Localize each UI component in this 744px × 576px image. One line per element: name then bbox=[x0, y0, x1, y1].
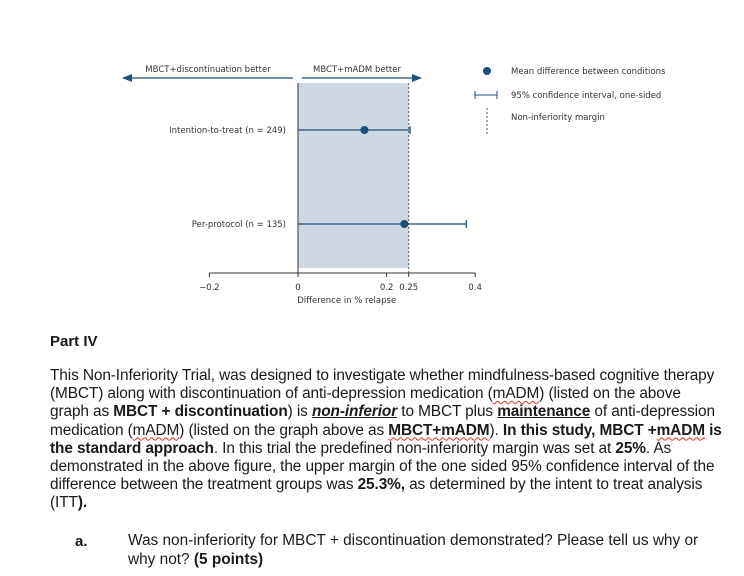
row-label: Per-protocol (n = 135) bbox=[191, 220, 286, 230]
legend-mean-label: Mean difference between conditions bbox=[511, 67, 666, 77]
text-run: ). bbox=[77, 494, 88, 512]
text-run: ) (listed on the graph above as bbox=[179, 421, 389, 439]
points-label: (5 points) bbox=[193, 551, 264, 568]
x-tick-label: 0.2 bbox=[379, 283, 394, 293]
text-run: Was non-inferiority for MBCT + discontinuation demonstrated? Please tell us why or why not? bbox=[128, 532, 699, 568]
text-run: . As demonstrated in the above figure, the upper margin of the one sided 95% confidence interval of the difference between the treatment groups was bbox=[50, 439, 715, 494]
bold-term: In this study, MBCT + bbox=[502, 421, 657, 439]
right-direction-label: MBCT+mADM better bbox=[313, 65, 401, 75]
x-axis-ticks bbox=[199, 273, 482, 293]
left-direction-label: MBCT+discontinuation better bbox=[145, 65, 271, 75]
text-run: ). bbox=[489, 421, 503, 439]
legend-margin-label: Non-inferiority margin bbox=[511, 113, 605, 123]
text-run: . In this trial the predefined non-inferiority margin was set at bbox=[213, 439, 616, 457]
spellcheck-word: MBCT+mADM bbox=[388, 421, 490, 439]
x-tick-label: −0.2 bbox=[199, 283, 220, 293]
underlined-term: non-inferior bbox=[311, 403, 398, 421]
question-paragraph bbox=[50, 367, 722, 513]
x-tick-label: 0.25 bbox=[399, 283, 419, 293]
underlined-term: maintenance bbox=[497, 403, 591, 421]
bold-term: 25% bbox=[615, 439, 646, 457]
legend-mean-marker bbox=[483, 67, 491, 75]
x-axis-label: Difference in % relapse bbox=[297, 296, 397, 306]
question-text bbox=[128, 531, 728, 569]
text-run: ) is bbox=[287, 403, 312, 421]
text-run: This Non-Inferiority Trial, was designed to investigate whether mindfulness-based cognitive therapy (MBCT) along with discontinuation of anti-depression medication ( bbox=[50, 367, 715, 403]
x-tick-label: 0 bbox=[295, 283, 301, 293]
bold-term: 25.3%, bbox=[357, 476, 405, 494]
text-run: of anti-depression medication ( bbox=[50, 403, 715, 439]
mean-marker bbox=[360, 126, 368, 134]
spellcheck-word: mADM bbox=[492, 385, 540, 403]
text-run: to MBCT plus bbox=[397, 403, 498, 421]
spellcheck-word: mADM bbox=[656, 421, 705, 439]
part-title: Part IV bbox=[50, 333, 98, 350]
text-run: as determined by the intent to treat analysis (ITT bbox=[50, 476, 703, 512]
chart-legend bbox=[475, 67, 666, 134]
row-label: Intention-to-treat (n = 249) bbox=[169, 126, 286, 136]
x-tick-label: 0.4 bbox=[468, 283, 482, 293]
question-letter: a. bbox=[75, 533, 88, 550]
bold-term: MBCT + discontinuation bbox=[113, 403, 288, 421]
text-run: ) (listed on the above graph as bbox=[50, 385, 681, 421]
spellcheck-word: mADM bbox=[132, 421, 180, 439]
bold-term: is the standard approach bbox=[50, 421, 722, 457]
mean-marker bbox=[400, 220, 408, 228]
legend-ci-label: 95% confidence interval, one-sided bbox=[511, 91, 662, 101]
non-inferiority-shaded-region bbox=[298, 83, 409, 268]
